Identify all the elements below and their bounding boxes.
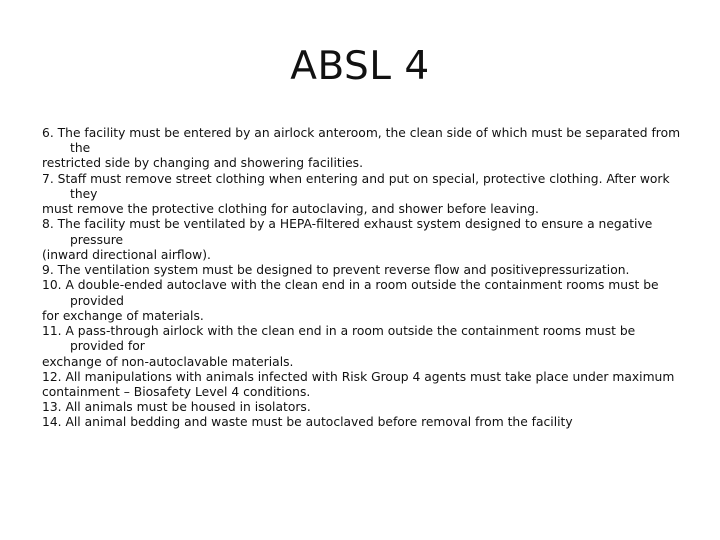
body-line: (inward directional airflow). — [42, 247, 211, 262]
body-line: 8. The facility must be ventilated by a HEPA-filtered exhaust system designed to ensure a negative — [42, 217, 653, 232]
body-line: exchange of non-autoclavable materials. — [42, 354, 294, 369]
slide-title: ABSL 4 — [290, 44, 430, 89]
body-line: 7. Staff must remove street clothing when entering and put on special, protective clothing. After work — [42, 171, 670, 186]
body-line: 6. The facility must be entered by an airlock anteroom, the clean side of which must be separated from — [42, 126, 681, 140]
body-line: 10. A double-ended autoclave with the clean end in a room outside the containment rooms must be — [42, 278, 659, 293]
body-line: 11. A pass-through airlock with the clean end in a room outside the containment rooms must be — [42, 324, 636, 339]
body-line-continuation: the — [70, 141, 91, 156]
body-line: must remove the protective clothing for autoclaving, and shower before leaving. — [42, 202, 539, 217]
body-line-continuation: provided — [70, 293, 124, 308]
body-line: restricted side by changing and showering facilities. — [42, 156, 363, 171]
body-line-continuation: they — [70, 186, 98, 201]
body-line: containment – Biosafety Level 4 conditions. — [42, 384, 311, 399]
body-line: 12. All manipulations with animals infected with Risk Group 4 agents must take place under maximum — [42, 369, 675, 384]
body-line: 9. The ventilation system must be designed to prevent reverse flow and positivepressurization. — [42, 263, 630, 278]
body-line: 13. All animals must be housed in isolators. — [42, 400, 311, 415]
slide-body — [42, 126, 682, 431]
body-line-continuation: pressure — [70, 232, 124, 247]
body-line: 14. All animal bedding and waste must be autoclaved before removal from the facility — [42, 415, 573, 430]
body-line-continuation: provided for — [70, 339, 145, 354]
body-line: for exchange of materials. — [42, 308, 204, 323]
